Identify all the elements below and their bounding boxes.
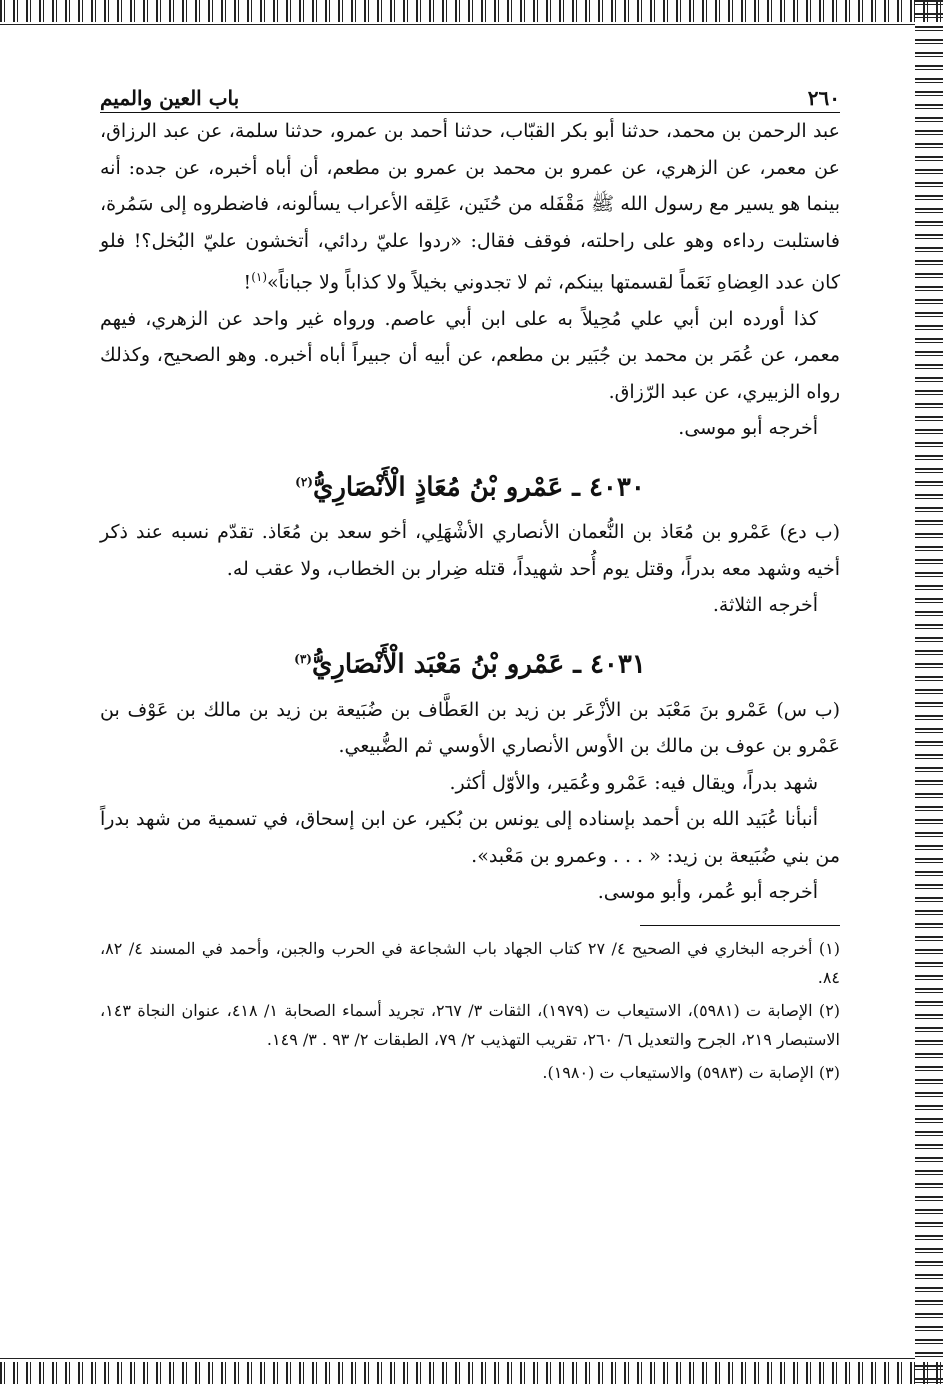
border-rule-bottom	[0, 1358, 915, 1359]
page-number: ٢٦٠	[807, 86, 840, 110]
paragraph-entry-4030: (ب دع) عَمْرو بن مُعَاذ بن النُّعمان الأنصاري الأشْهَلِي، أخو سعد بن مُعَاذ. تقدّم نسبه عند ذكر أخيه وشهد معه بدراً، وقتل يوم أُحد شهيداً، قتله ضِرار بن الخطاب، ولا عقب له.	[100, 521, 840, 580]
page-content	[100, 80, 840, 1330]
decorative-border-top	[0, 0, 943, 22]
paragraph-source-2: أخرجه الثلاثة.	[712, 594, 818, 617]
footnotes	[100, 934, 840, 1087]
paragraph-source-3: أخرجه أبو عُمر، وأبو موسى.	[597, 881, 818, 904]
decorative-border-bottom	[0, 1362, 943, 1384]
footnote-1: (١) أخرجه البخاري في الصحيح ٤/ ٢٧ كتاب الجهاد باب الشجاعة في الحرب والجبن، وأحمد في المسند ٤/ ٨٢، ٨٤.	[100, 939, 840, 988]
main-text	[100, 113, 840, 911]
hadith-text: عبد الرحمن بن محمد، حدثنا أبو بكر القبّاب، حدثنا أحمد بن عمرو، حدثنا سلمة، عن عبد الرزاق، عن معمر، عن الزهري، عن عمرو بن محمد بن عمرو بن مطعم، أن أباه أخبره، عن جده: أنه بينما هو يسير مع رسول الله ﷺ مَقْفَله من حُنَين، عَلِقه الأعراب يسألونه، فاضطروه إلى سَمُرة، فاستلبت رداءه وهو على راحلته، فوقف فقال: «ردوا عليّ ردائي، أتخشون عليّ البُخل؟! فلو كان عدد العِضاهِ نَعَماً لقسمتها بينكم، ثم لا تجدوني بخيلاً ولا كذاباً ولا جباناً»	[100, 120, 840, 294]
border-rule-top	[0, 24, 915, 25]
paragraph-entry-4031: (ب س) عَمْرو بنَ مَعْبَد بن الأزْعَر بن زيد بن العَطَّاف بن ضُبَيعة بن زيد بن مالك بن عَوْف بن عَمْرو بن عوف بن مالك بن الأوس الأنصاري الأوسي ثم الضُّبيعي.	[100, 698, 840, 758]
entry-title-4031	[100, 632, 840, 692]
footnote-3: (٣) الإصابة ت (٥٩٨٣) والاستيعاب ت (١٩٨٠).	[542, 1063, 840, 1083]
footnote-separator	[640, 925, 840, 927]
entry-title-text: ٤٠٣٠ ـ عَمْرو بْنُ مُعَاذٍ الْأَنْصَارِيُّ	[312, 472, 645, 503]
chapter-title: باب العين والميم	[100, 86, 240, 110]
hadith-end: !	[243, 271, 252, 294]
footnote-ref-3: (٣)	[294, 651, 312, 666]
paragraph-commentary: كذا أورده ابن أبي علي مُحِيلاً به على ابن أبي عاصم. ورواه غير واحد عن الزهري، فيهم معمر، عن عُمَر بن محمد بن جُبَير بن مطعم، عن أبيه أن جبيراً أباه أخبره. وهو الصحيح، وكذلك رواه الزبيري، عن عبد الرّزاق.	[100, 307, 840, 403]
entry-title-text: ٤٠٣١ ـ عَمْرو بْنُ مَعْبَد الْأَنْصَارِيُّ	[311, 649, 646, 680]
paragraph-hadith	[100, 113, 840, 301]
paragraph-badr: شهد بدراً، ويقال فيه: عَمْرو وعُمَير، والأوّل أكثر.	[449, 771, 818, 794]
paragraph-isnad: أنبأنا عُبَيد الله بن أحمد بإسناده إلى يونس بن بُكير، عن ابن إسحاق، في تسمية من شهد بدراً من بني ضُبَيعة بن زيد: « . . . وعمرو بن مَعْبد».	[100, 808, 840, 867]
footnote-ref-1: (١)	[251, 270, 268, 284]
page-header	[100, 80, 840, 113]
footnote-2: (٢) الإصابة ت (٥٩٨١)، الاستيعاب ت (١٩٧٩)، الثقات ٣/ ٢٦٧، تجريد أسماء الصحابة ١/ ٤١٨، عنوان النجاة ١٤٣، الاستبصار ٢١٩، الجرح والتعديل ٦/ ٢٦٠، تقريب التهذيب ٢/ ٧٩، الطبقات ٢/ ٩٣ . ٣/ ١٤٩.	[100, 1001, 841, 1050]
paragraph-source-1: أخرجه أبو موسى.	[678, 417, 818, 440]
entry-title-4030	[100, 455, 840, 515]
footnote-ref-2: (٢)	[295, 474, 313, 489]
decorative-border-right	[915, 0, 943, 1385]
